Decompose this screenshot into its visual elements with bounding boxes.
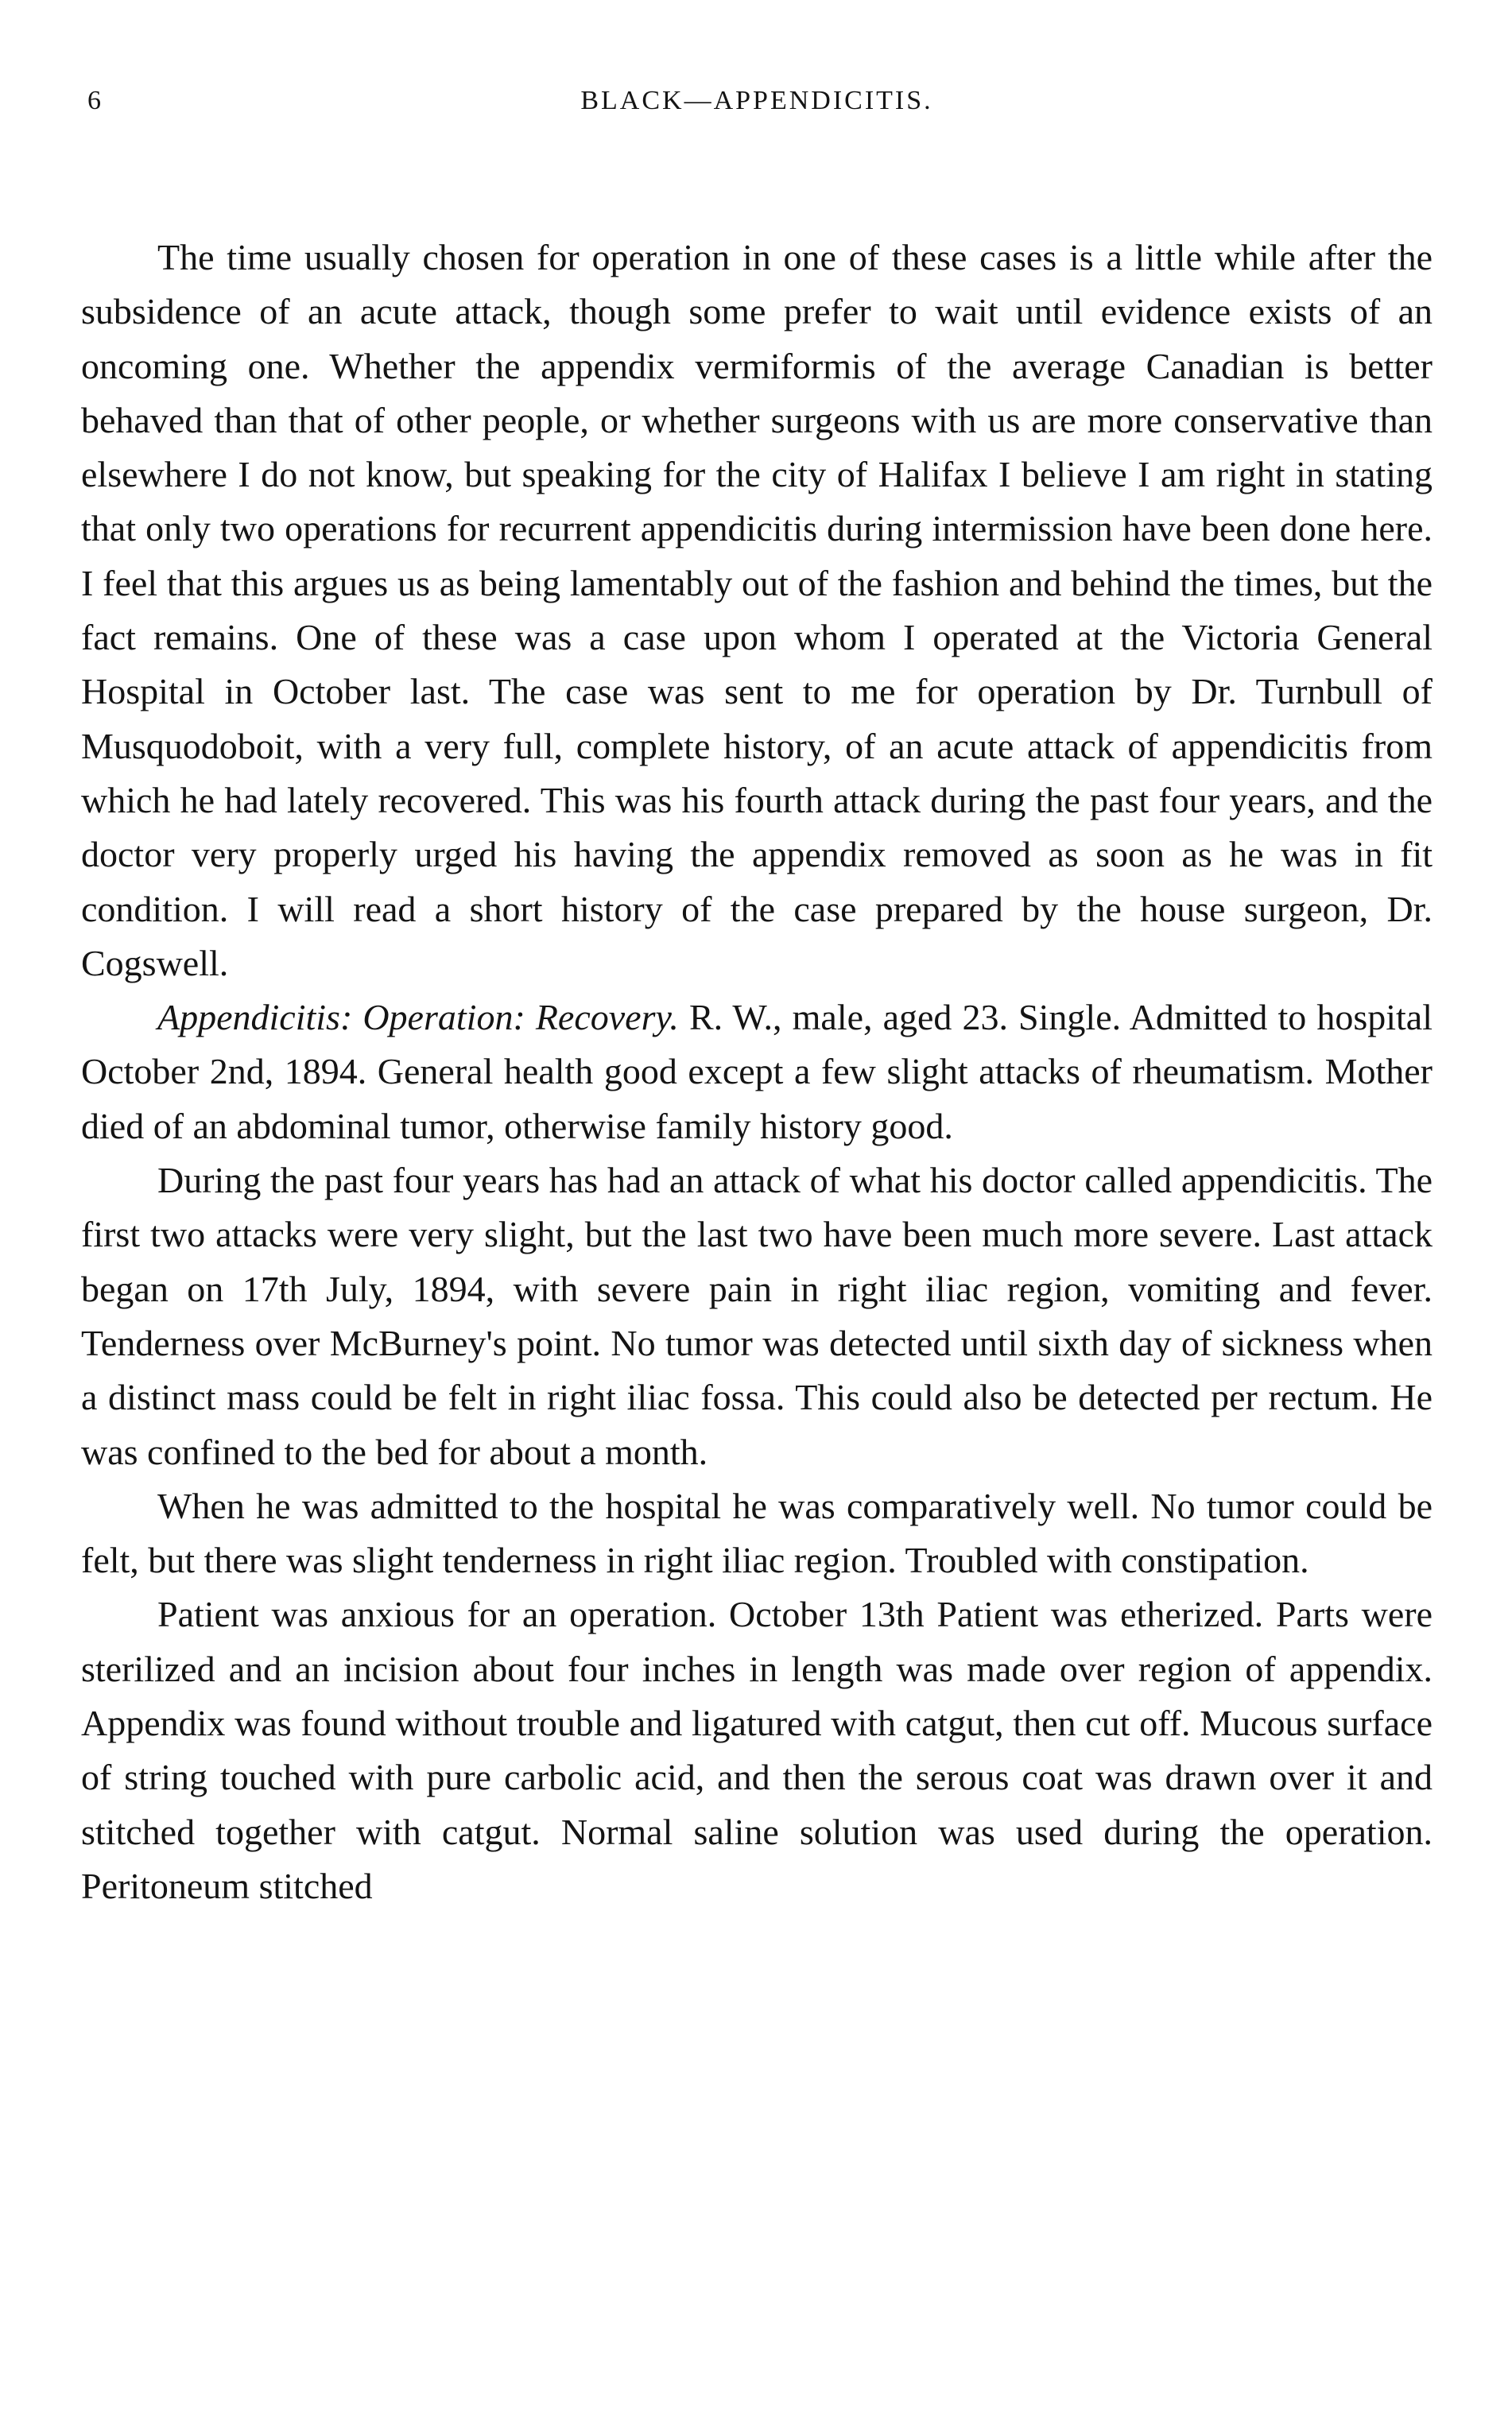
document-page bbox=[81, 70, 1433, 1913]
case-summary: R. W., male, aged 23. Single. Admitted to hospital October 2nd, 1894. General health good except a few slight attacks of rheumatism. Mother died of an abdominal tumor, otherwise family history good. bbox=[81, 997, 1433, 1146]
paragraph-1: The time usually chosen for operation in one of these cases is a little while after the subsidence of an acute attack, though some prefer to wait until evidence exists of an oncoming one. Whether the appendix vermiformis of the average Canadian is better behaved than that of other people, or whether surgeons with us are more conservative than elsewhere I do not know, but speaking for the city of Halifax I believe I am right in stating that only two operations for recurrent appendicitis during intermission have been done here. I feel that this argues us as being lamentably out of the fashion and behind the times, but the fact remains. One of these was a case upon whom I operated at the Victoria General Hospital in October last. The case was sent to me for operation by Dr. Turnbull of Musquodoboit, with a very full, complete history, of an acute attack of appendicitis from which he had lately recovered. This was his fourth attack during the past four years, and the doctor very properly urged his having the appendix removed as soon as he was in fit condition. I will read a short history of the case prepared by the house surgeon, Dr. Cogswell. bbox=[81, 237, 1433, 983]
paragraph-3: During the past four years has had an attack of what his doctor called appendicitis. The first two attacks were very slight, but the last two have been much more severe. Last attack began on 17th July, 1894, with severe pain in right iliac region, vomiting and fever. Tenderness over McBurney's point. No tumor was detected until sixth day of sickness when a distinct mass could be felt in right iliac fossa. This could also be detected per rectum. He was confined to the bed for about a month. bbox=[81, 1160, 1433, 1472]
paragraph-5: Patient was anxious for an operation. October 13th Patient was etherized. Parts were sterilized and an incision about four inches in length was made over region of appendix. Appendix was found without trouble and ligatured with catgut, then cut off. Mucous surface of string touched with pure carbolic acid, and then the serous coat was drawn over it and stitched together with catgut. Normal saline solution was used during the operation. Peritoneum stitched bbox=[81, 1594, 1433, 1906]
body-text bbox=[81, 231, 1433, 1913]
page-number: 6 bbox=[87, 86, 103, 115]
case-title: Appendicitis: Operation: Recovery. bbox=[157, 997, 679, 1038]
paragraph-2 bbox=[81, 990, 1433, 1153]
paragraph-4: When he was admitted to the hospital he was comparatively well. No tumor could be felt, but there was slight tenderness in right iliac region. Troubled with constipation. bbox=[81, 1485, 1433, 1581]
running-head bbox=[81, 70, 1433, 126]
running-title: BLACK—APPENDICITIS. bbox=[580, 86, 933, 115]
